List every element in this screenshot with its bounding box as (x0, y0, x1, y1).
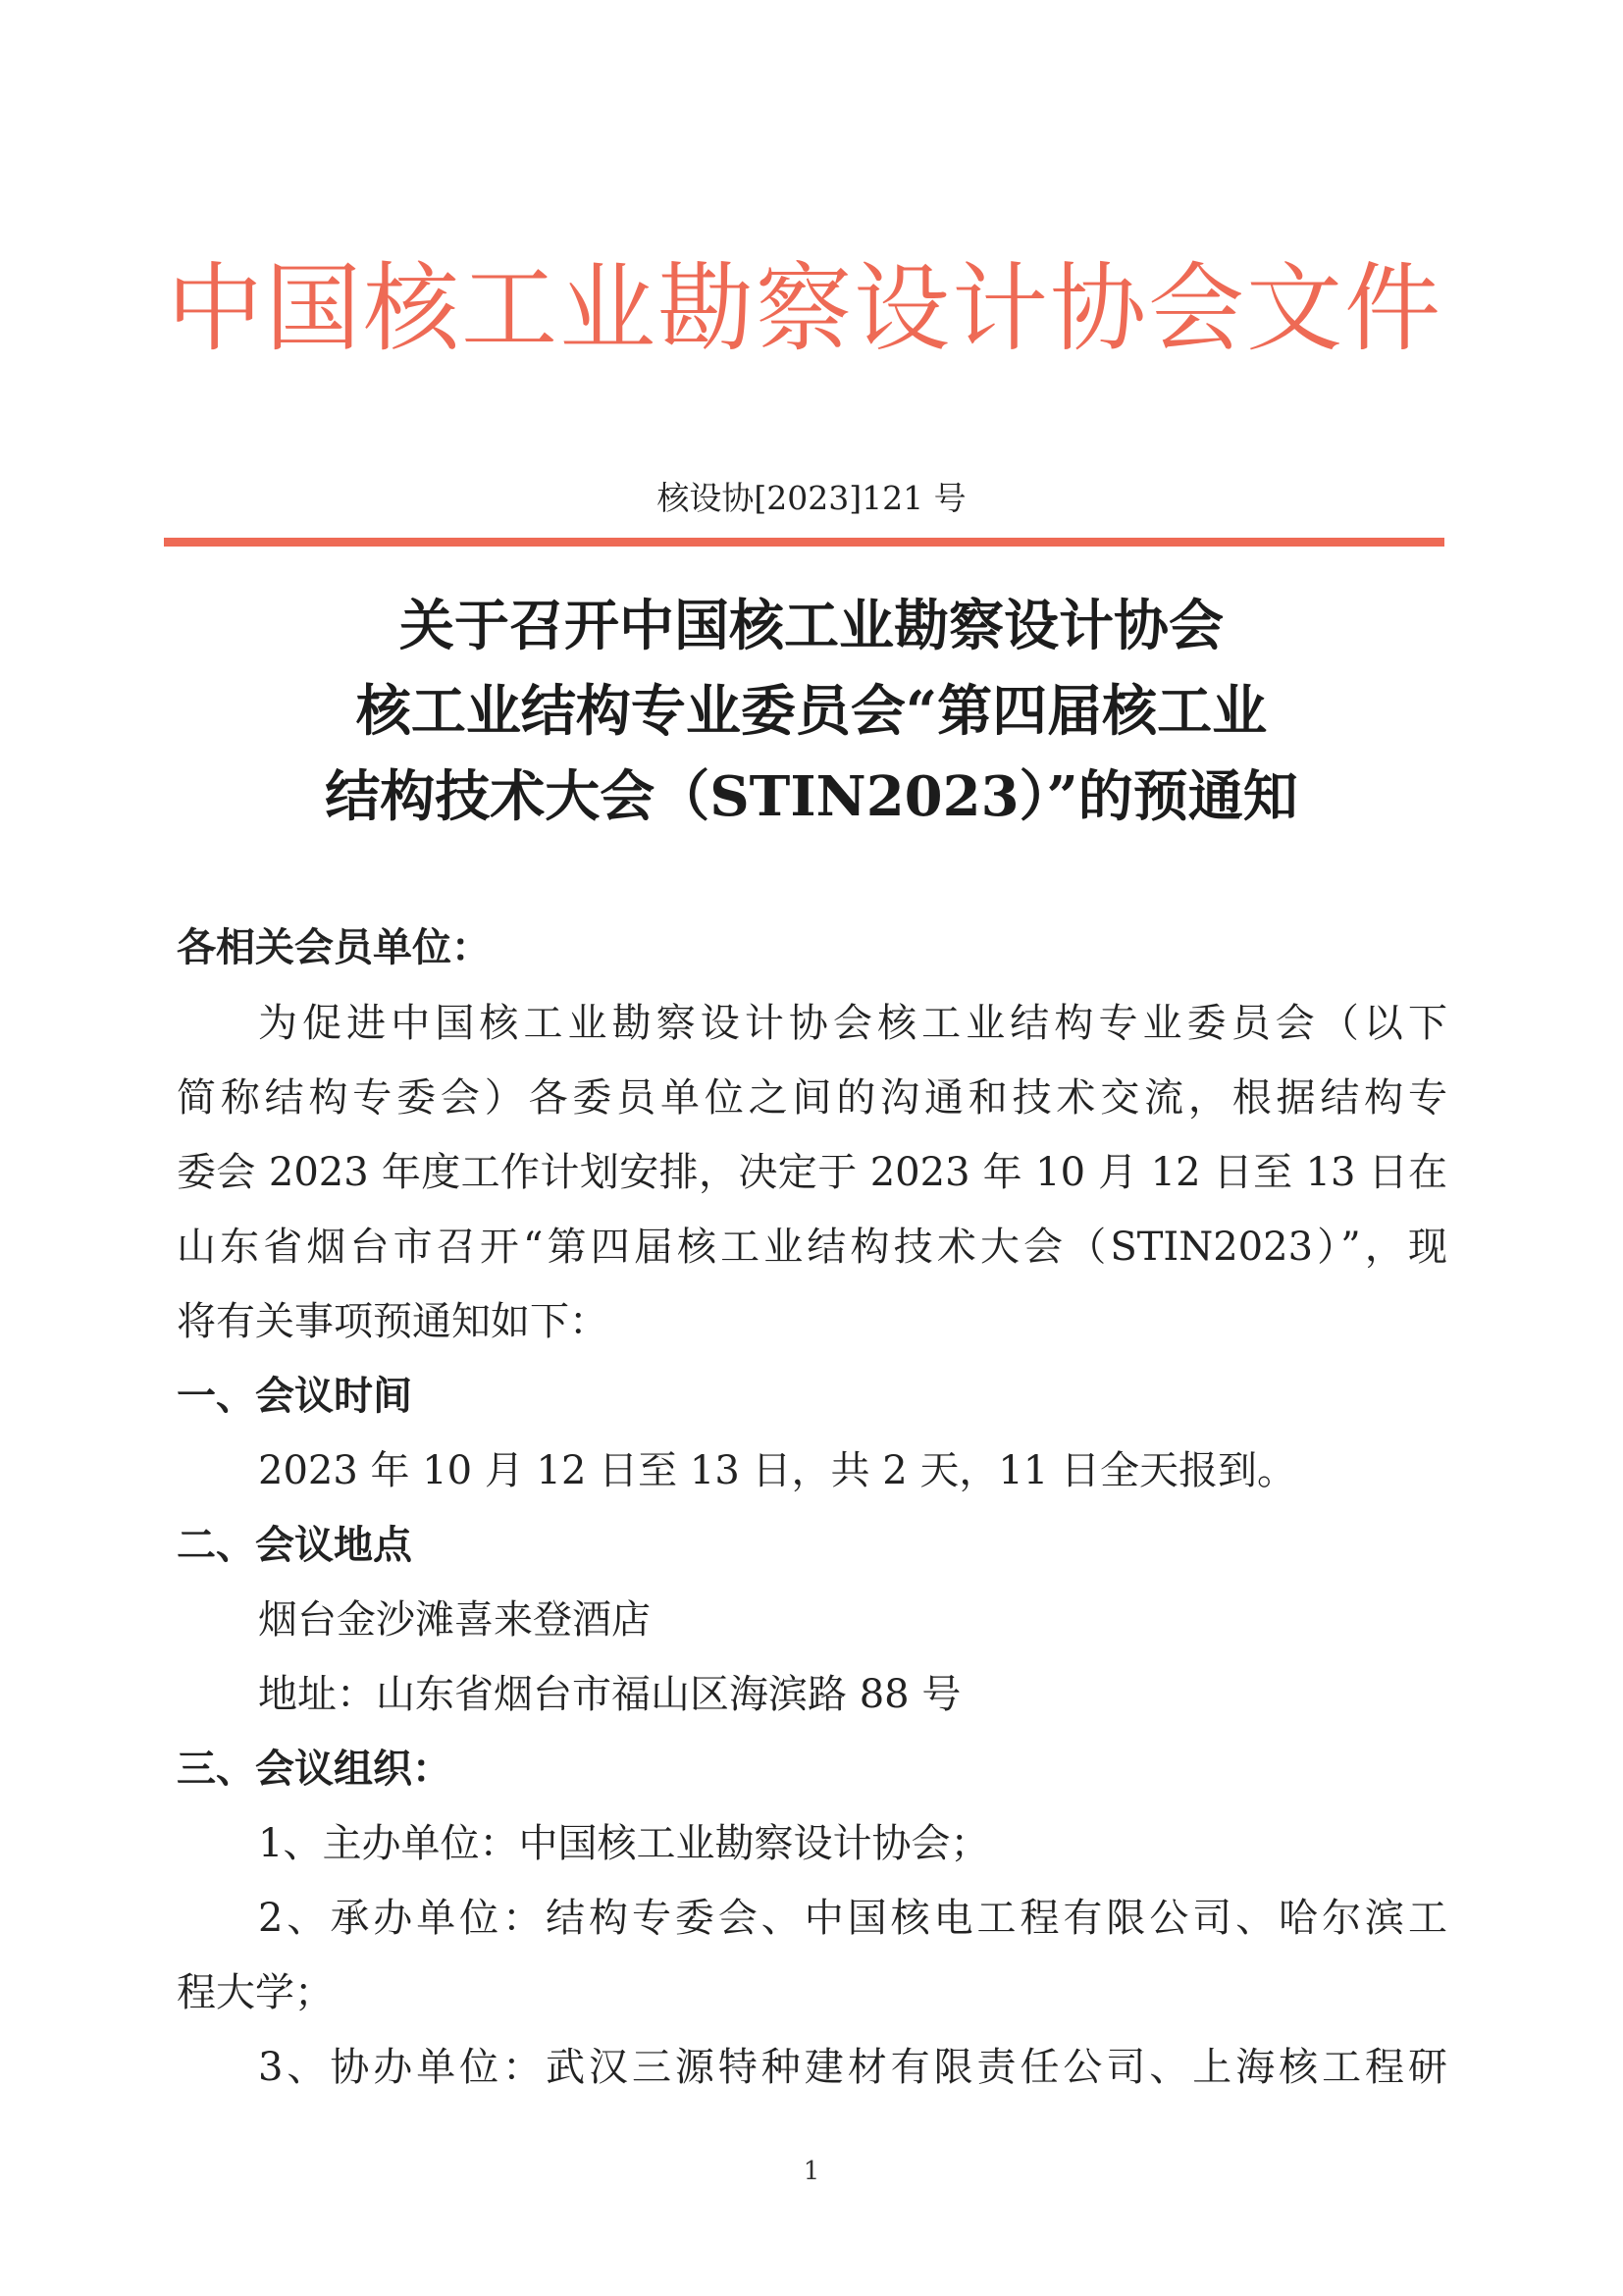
intro-line-5: 将有关事项预通知如下： (177, 1299, 608, 1344)
section-3-item-3-line-1: 3、协办单位：武汉三源特种建材有限责任公司、上海核工程研 (258, 2045, 1447, 2090)
intro-line-2: 简称结构专委会）各委员单位之间的沟通和技术交流，根据结构专 (177, 1075, 1447, 1121)
title-line-2: 核工业结构专业委员会“第四届核工业 (355, 679, 1268, 744)
intro-line-3: 委会 2023 年度工作计划安排，决定于 2023 年 10 月 12 日至 13 日在 (177, 1150, 1447, 1195)
page-number: 1 (803, 2157, 820, 2186)
title-line-1: 关于召开中国核工业勘察设计协会 (399, 594, 1224, 658)
section-3-item-2-line-2: 程大学； (177, 1970, 334, 2015)
document-body (177, 0, 1452, 2296)
intro-line-1: 为促进中国核工业勘察设计协会核工业结构专业委员会（以下 (258, 1001, 1447, 1046)
section-3-heading: 三、会议组织： (177, 1747, 451, 1792)
section-2-heading: 二、会议地点 (177, 1523, 412, 1568)
section-2-venue: 烟台金沙滩喜来登酒店 (258, 1597, 651, 1643)
salutation: 各相关会员单位： (177, 925, 491, 970)
section-2-address: 地址：山东省烟台市福山区海滨路 88 号 (258, 1672, 962, 1717)
title-line-3: 结构技术大会（STIN2023）”的预通知 (325, 764, 1298, 829)
intro-line-4: 山东省烟台市召开“第四届核工业结构技术大会（STIN2023）”，现 (177, 1225, 1447, 1270)
section-3-item-2-line-1: 2、承办单位：结构专委会、中国核电工程有限公司、哈尔滨工 (258, 1896, 1447, 1941)
section-3-item-1: 1、主办单位：中国核工业勘察设计协会； (258, 1821, 990, 1866)
document-number: 核设协[2023]121 号 (656, 479, 967, 517)
masthead-title: 中国核工业勘察设计协会文件 (167, 253, 1443, 365)
section-1-heading: 一、会议时间 (177, 1374, 412, 1419)
section-1-text: 2023 年 10 月 12 日至 13 日，共 2 天，11 日全天报到。 (258, 1448, 1296, 1493)
